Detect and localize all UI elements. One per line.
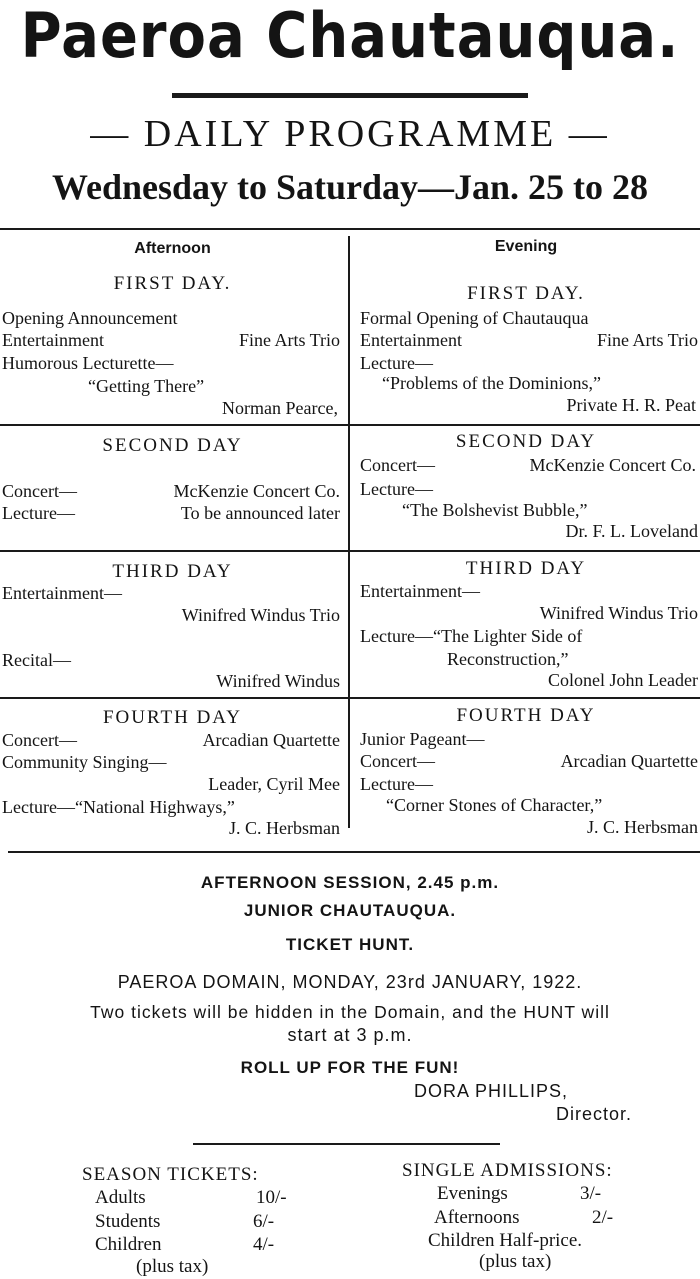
season-adults-label: Adults [95, 1187, 146, 1208]
single-admissions-heading: SINGLE ADMISSIONS: [402, 1160, 613, 1181]
day4-aft-item: Lecture—“National Highways,” [2, 797, 235, 817]
evening-column-header: Evening [494, 238, 558, 255]
hunt-description-line2: start at 3 p.m. [287, 1025, 413, 1045]
day-divider [0, 424, 700, 426]
day3-afternoon-heading: THIRD DAY [112, 561, 233, 582]
day4-eve-item: Concert— [360, 751, 435, 771]
day4-eve-title: “Corner Stones of Character,” [386, 795, 603, 815]
day3-eve-title: Reconstruction,” [447, 649, 569, 669]
single-children-note: Children Half-price. [428, 1230, 583, 1251]
day1-aft-title: “Getting There” [88, 376, 205, 396]
single-tax-note: (plus tax) [479, 1251, 552, 1272]
season-children-label: Children [95, 1234, 162, 1255]
day2-eve-performer: McKenzie Concert Co. [529, 455, 696, 475]
ticket-section-rule [193, 1143, 500, 1145]
day1-aft-item: Entertainment [2, 330, 104, 350]
day1-eve-item: Entertainment [360, 330, 462, 350]
day2-aft-item: Concert— [2, 481, 77, 501]
day3-aft-item: Entertainment— [2, 583, 122, 603]
day1-evening-heading: FIRST DAY. [467, 283, 585, 304]
afternoon-column-header: Afternoon [134, 240, 211, 257]
afternoon-session-notice: AFTERNOON SESSION, 2.45 p.m. [200, 873, 500, 892]
programme-bottom-rule [8, 851, 700, 853]
season-students-price: 6/- [253, 1211, 275, 1232]
day1-eve-item: Formal Opening of Chautauqua [360, 308, 589, 328]
day3-eve-item: Entertainment— [360, 581, 480, 601]
season-tax-note: (plus tax) [136, 1256, 209, 1277]
day1-aft-item: Opening Announcement [2, 308, 178, 328]
day1-aft-item: Humorous Lecturette— [2, 353, 174, 373]
single-evenings-label: Evenings [437, 1183, 508, 1204]
single-afternoons-label: Afternoons [434, 1207, 520, 1228]
day3-eve-item: Lecture—“The Lighter Side of [360, 626, 583, 646]
day3-aft-performer: Winifred Windus [216, 671, 340, 691]
title-rule [172, 93, 528, 98]
day-divider [0, 550, 700, 552]
day2-eve-title: “The Bolshevist Bubble,” [402, 500, 588, 520]
header-rule [0, 228, 700, 230]
day1-afternoon-heading: FIRST DAY. [113, 273, 232, 294]
day1-eve-speaker: Private H. R. Peat [566, 395, 696, 415]
director-name: DORA PHILLIPS, [414, 1081, 569, 1101]
column-divider [348, 236, 350, 828]
roll-up-slogan: ROLL UP FOR THE FUN! [240, 1058, 460, 1077]
hunt-description-line1: Two tickets will be hidden in the Domain, and the HUNT will [90, 1002, 610, 1022]
day3-eve-speaker: Colonel John Leader [548, 670, 698, 690]
single-afternoons-price: 2/- [592, 1207, 614, 1228]
day4-aft-item: Community Singing— [2, 752, 167, 772]
programme-subtitle: — DAILY PROGRAMME — [90, 113, 610, 155]
season-adults-price: 10/- [256, 1187, 287, 1208]
director-title: Director. [556, 1104, 633, 1124]
day3-aft-item: Recital— [2, 650, 71, 670]
junior-chautauqua-heading: JUNIOR CHAUTAUQUA. [243, 901, 457, 920]
single-evenings-price: 3/- [580, 1183, 602, 1204]
day2-eve-item: Lecture— [360, 479, 433, 499]
season-tickets-heading: SEASON TICKETS: [82, 1164, 259, 1185]
day1-eve-title: “Problems of the Dominions,” [382, 373, 601, 393]
day2-eve-speaker: Dr. F. L. Loveland [565, 521, 698, 541]
day4-eve-item: Junior Pageant— [360, 729, 485, 749]
day2-evening-heading: SECOND DAY [455, 431, 597, 452]
day-divider [0, 697, 700, 699]
season-children-price: 4/- [253, 1234, 275, 1255]
day4-aft-speaker: J. C. Herbsman [229, 818, 340, 838]
day4-aft-performer: Arcadian Quartette [202, 730, 340, 750]
day4-evening-heading: FOURTH DAY [456, 705, 596, 726]
ticket-hunt-heading: TICKET HUNT. [285, 935, 415, 954]
day1-eve-performer: Fine Arts Trio [596, 330, 698, 350]
day1-eve-item: Lecture— [360, 353, 433, 373]
day2-aft-item: Lecture— [2, 503, 75, 523]
hunt-location-date: PAEROA DOMAIN, MONDAY, 23rd JANUARY, 1922. [117, 972, 583, 992]
season-students-label: Students [95, 1211, 161, 1232]
day2-afternoon-heading: SECOND DAY [102, 435, 243, 456]
day1-aft-speaker: Norman Pearce, [222, 398, 338, 418]
day2-aft-note: To be announced later [180, 503, 340, 523]
day3-evening-heading: THIRD DAY [465, 558, 587, 579]
day1-aft-performer: Fine Arts Trio [238, 330, 340, 350]
day4-eve-performer: Arcadian Quartette [560, 751, 698, 771]
day4-aft-item: Concert— [2, 730, 77, 750]
day4-eve-item: Lecture— [360, 774, 433, 794]
page-title: Paeroa Chautauqua. [20, 0, 680, 73]
day2-aft-performer: McKenzie Concert Co. [173, 481, 340, 501]
day3-eve-performer: Winifred Windus Trio [539, 603, 698, 623]
programme-dates: Wednesday to Saturday—Jan. 25 to 28 [51, 167, 649, 207]
day4-eve-speaker: J. C. Herbsman [587, 817, 698, 837]
day4-aft-performer: Leader, Cyril Mee [208, 774, 340, 794]
day4-afternoon-heading: FOURTH DAY [102, 707, 243, 728]
day2-eve-item: Concert— [360, 455, 435, 475]
day3-aft-performer: Winifred Windus Trio [181, 605, 340, 625]
